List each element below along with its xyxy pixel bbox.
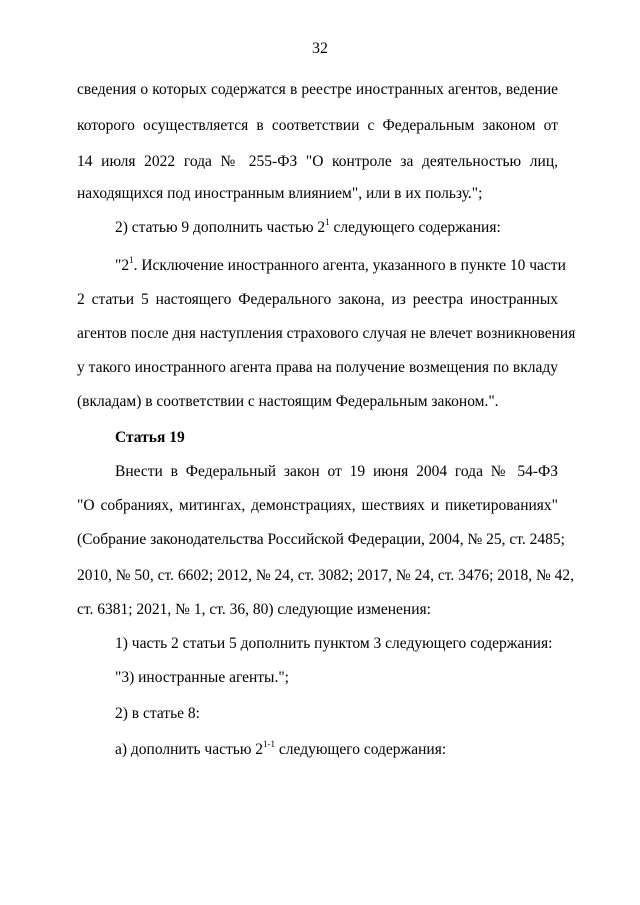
text-fragment: 2) статью 9 дополнить частью 2: [115, 219, 326, 236]
text-line: 2 статьи 5 настоящего Федерального закона, из реестра иностранных: [77, 291, 558, 308]
text-line: агентов после дня наступления страхового случая не влечет возникновения: [77, 325, 576, 342]
text-line: (вкладам) в соответствии с настоящим Федеральным законом.".: [77, 393, 499, 410]
text-line: 1) часть 2 статьи 5 дополнить пунктом 3 следующего содержания:: [115, 635, 553, 652]
text-line: 2010, № 50, ст. 6602; 2012, № 24, ст. 3082; 2017, № 24, ст. 3476; 2018, № 42,: [77, 567, 575, 584]
text-line: "О собраниях, митингах, демонстрациях, шествиях и пикетированиях": [77, 497, 558, 514]
text-fragment: а) дополнить частью 2: [115, 741, 264, 758]
text-fragment: следующего содержания:: [329, 219, 501, 236]
text-line: Внести в Федеральный закон от 19 июня 2004 года № 54-ФЗ: [115, 463, 558, 480]
text-line: которого осуществляется в соответствии с Федеральным законом от: [77, 117, 558, 134]
text-line: сведения о которых содержатся в реестре иностранных агентов, ведение: [77, 81, 558, 98]
text-fragment: . Исключение иностранного агента, указанного в пункте 10 части: [133, 257, 566, 274]
text-line: [115, 256, 566, 276]
superscript: 1-1: [263, 739, 276, 749]
superscript: 1: [325, 217, 330, 227]
article-heading: Статья 19: [115, 429, 185, 446]
text-fragment: следующего содержания:: [275, 741, 447, 758]
text-line: [115, 218, 501, 238]
superscript: 1: [129, 255, 134, 265]
page-number: 32: [312, 40, 328, 57]
text-line: 14 июля 2022 года № 255-ФЗ "О контроле за деятельностью лиц,: [77, 153, 558, 170]
text-line: "3) иностранные агенты.";: [115, 669, 289, 686]
text-fragment: "2: [115, 257, 130, 274]
text-line: [115, 740, 446, 760]
text-line: находящихся под иностранным влиянием", или в их пользу.";: [77, 185, 483, 202]
text-line: у такого иностранного агента права на получение возмещения по вкладу: [77, 359, 558, 376]
text-line: (Собрание законодательства Российской Федерации, 2004, № 25, ст. 2485;: [77, 531, 565, 548]
text-line: ст. 6381; 2021, № 1, ст. 36, 80) следующие изменения:: [77, 601, 431, 618]
text-line: 2) в статье 8:: [115, 705, 200, 722]
